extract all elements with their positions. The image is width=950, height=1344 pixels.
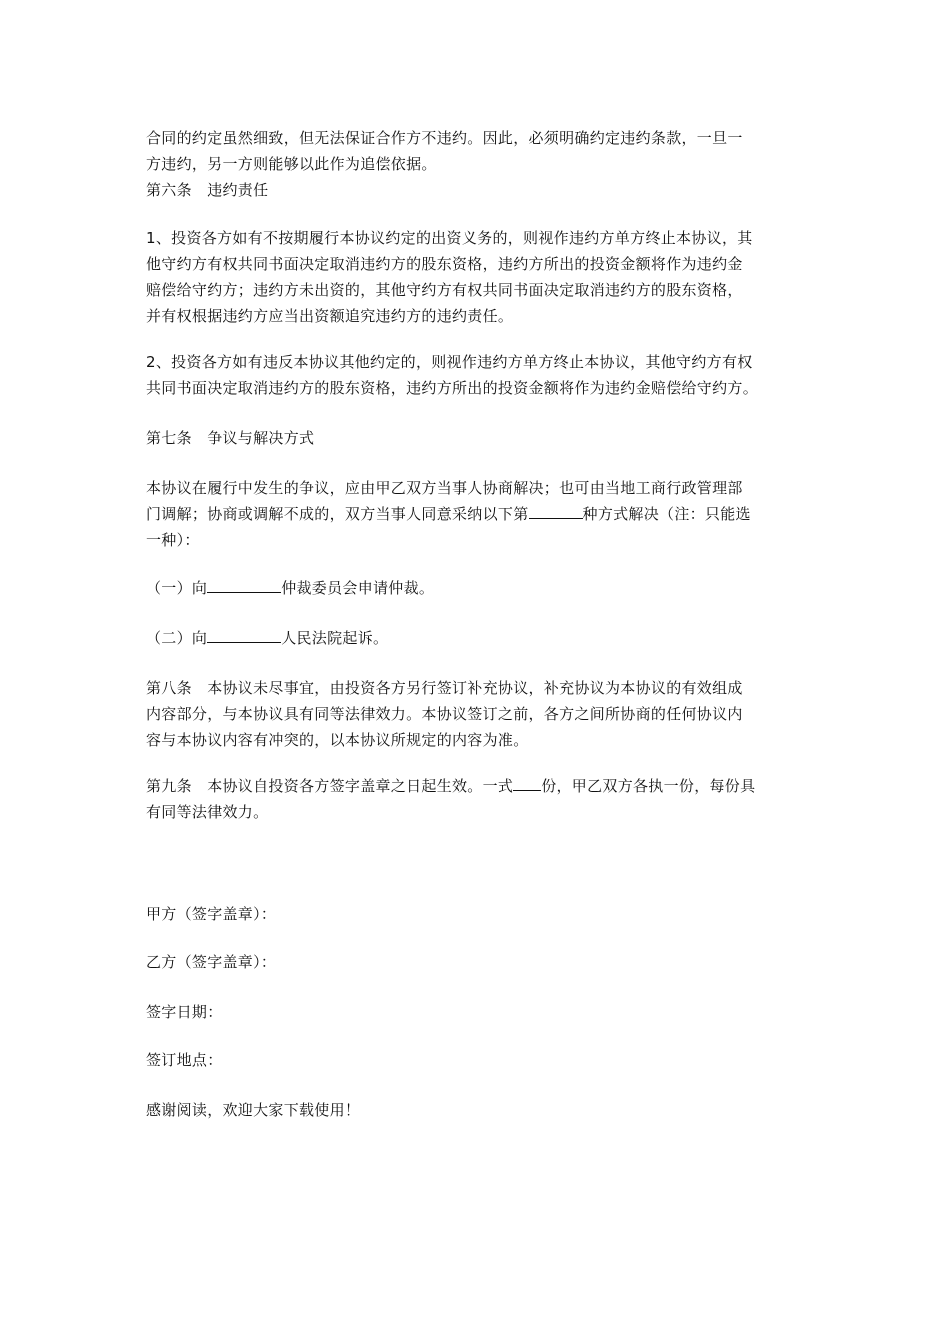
intro-line-1: 合同的约定虽然细致，但无法保证合作方不违约。因此，必须明确约定违约条款，一旦一 <box>146 129 743 147</box>
article-6-paragraph-2-line-1: 2、投资各方如有违反本协议其他约定的，则视作违约方单方终止本协议，其他守约方有权 <box>146 353 753 371</box>
court-name-blank <box>207 626 281 643</box>
article-7-line-2-text-after: 种方式解决（注：只能选 <box>582 505 751 523</box>
article-6-paragraph-1-line-3: 赔偿给守约方；违约方未出资的，其他守约方有权共同书面决定取消违约方的股东资格， <box>146 281 743 299</box>
article-6-paragraph-2-line-2: 共同书面决定取消违约方的股东资格，违约方所出的投资金额将作为违约金赔偿给守约方。 <box>146 379 759 397</box>
article-6-heading: 第六条 违约责任 <box>146 181 269 199</box>
party-a-signature: 甲方（签字盖章）： <box>146 905 277 923</box>
article-9-line-2: 有同等法律效力。 <box>146 803 269 821</box>
option-2-court <box>146 626 816 650</box>
signing-date: 签字日期： <box>146 1003 223 1021</box>
article-9-line-1 <box>146 774 816 798</box>
copies-count-blank <box>513 774 541 791</box>
method-number-blank <box>529 502 583 519</box>
article-8-line-3: 容与本协议内容有冲突的，以本协议所规定的内容为准。 <box>146 731 529 749</box>
article-6-paragraph-1-line-1: 1、投资各方如有不按期履行本协议约定的出资义务的，则视作违约方单方终止本协议，其 <box>146 229 753 247</box>
closing-message: 感谢阅读，欢迎大家下载使用！ <box>146 1101 361 1119</box>
article-7-paragraph-line-3: 一种）： <box>146 531 200 549</box>
option-2-prefix: （二）向 <box>146 629 208 647</box>
article-9-text-before: 第九条 本协议自投资各方签字盖章之日起生效。一式 <box>146 777 514 795</box>
option-1-prefix: （一）向 <box>146 579 208 597</box>
article-7-line-2-text-before: 门调解；协商或调解不成的，双方当事人同意采纳以下第 <box>146 505 529 523</box>
signing-place: 签订地点： <box>146 1051 223 1069</box>
option-1-arbitration <box>146 576 816 600</box>
intro-line-2: 方违约，另一方则能够以此作为追偿依据。 <box>146 155 437 173</box>
option-1-suffix: 仲裁委员会申请仲裁。 <box>281 579 435 597</box>
article-6-paragraph-1-line-2: 他守约方有权共同书面决定取消违约方的股东资格，违约方所出的投资金额将作为违约金 <box>146 255 743 273</box>
article-8-line-1: 第八条 本协议未尽事宜，由投资各方另行签订补充协议，补充协议为本协议的有效组成 <box>146 679 743 697</box>
article-6-paragraph-1-line-4: 并有权根据违约方应当出资额追究违约方的违约责任。 <box>146 307 514 325</box>
article-7-paragraph-line-1: 本协议在履行中发生的争议，应由甲乙双方当事人协商解决；也可由当地工商行政管理部 <box>146 479 743 497</box>
party-b-signature: 乙方（签字盖章）： <box>146 953 277 971</box>
article-7-heading: 第七条 争议与解决方式 <box>146 429 315 447</box>
arbitration-committee-blank <box>207 576 281 593</box>
article-8-line-2: 内容部分，与本协议具有同等法律效力。本协议签订之前，各方之间所协商的任何协议内 <box>146 705 743 723</box>
option-2-suffix: 人民法院起诉。 <box>281 629 389 647</box>
article-7-paragraph-line-2 <box>146 502 816 526</box>
article-9-text-after: 份，甲乙双方各执一份，每份具 <box>541 777 756 795</box>
